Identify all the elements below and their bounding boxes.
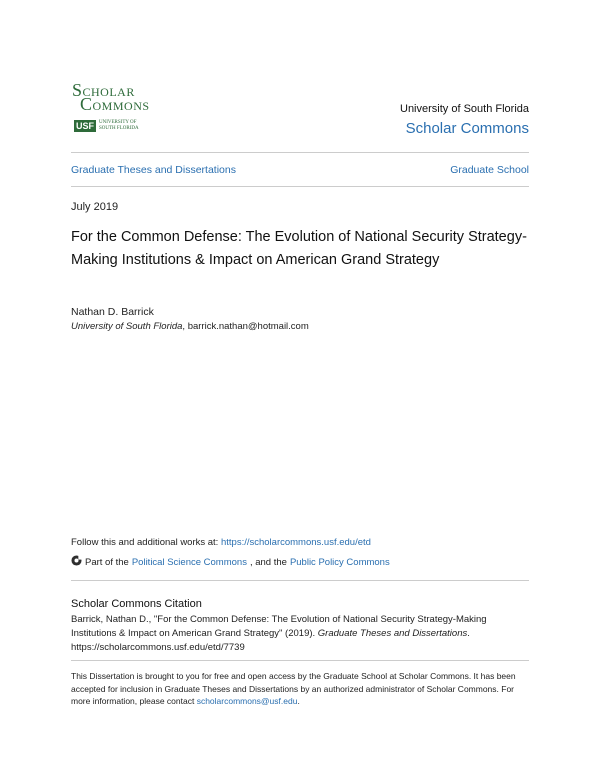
usf-wordmark: UNIVERSITY OF SOUTH FLORIDA [99,120,139,131]
author-affiliation: University of South Florida, barrick.nathan@hotmail.com [71,321,309,332]
university-name: University of South Florida [400,103,529,115]
divider [71,660,529,661]
contact-email-link[interactable]: scholarcommons@usf.edu [196,696,298,706]
citation-url: https://scholarcommons.usf.edu/etd/7739 [71,642,245,653]
commons-network-icon [71,555,82,569]
document-title: For the Common Defense: The Evolution of National Security Strategy-Making Institutions & Impact on American Grand Strategy [71,229,527,268]
logo-line-commons: COMMONS [80,94,150,114]
logo-line-scholar: SCHOLAR [72,80,135,100]
divider [71,580,529,581]
divider [71,152,529,153]
breadcrumb-collection-link[interactable]: Graduate Theses and Dissertations [71,164,236,176]
usf-badge: USF [76,121,94,131]
part-of-line: Part of the Political Science Commons , and the Public Policy Commons [71,555,390,569]
repository-name: Scholar Commons [405,120,529,137]
scholar-commons-logo [72,80,152,136]
divider [71,186,529,187]
etd-collection-link[interactable]: https://scholarcommons.usf.edu/etd [220,537,371,548]
author-name: Nathan D. Barrick [71,306,154,318]
publication-date: July 2019 [71,201,119,213]
follow-line: Follow this and additional works at: https://scholarcommons.usf.edu/etd [71,537,371,548]
breadcrumb-school-link[interactable]: Graduate School [450,164,529,176]
citation-heading: Scholar Commons Citation [71,598,202,610]
public-policy-commons-link[interactable]: Public Policy Commons [289,556,390,568]
political-science-commons-link[interactable]: Political Science Commons [131,556,247,568]
citation-text: Barrick, Nathan D., "For the Common Defense: The Evolution of National Security Strategy-Making Institutions & Impact on American Grand Strategy" (2019). Graduate Theses and Dissertations. https://scholarcommons.usf.edu/etd/7739 [71,614,487,653]
author-email: , barrick.nathan@hotmail.com [182,321,309,332]
access-notice: This Dissertation is brought to you for free and open access by the Graduate School at Scholar Commons. It has been accepted for inclusion in Graduate Theses and Dissertations by an authorized administrator of Scholar Commons. For more information, please contact scholarcommons@usf.edu. [71,671,516,706]
